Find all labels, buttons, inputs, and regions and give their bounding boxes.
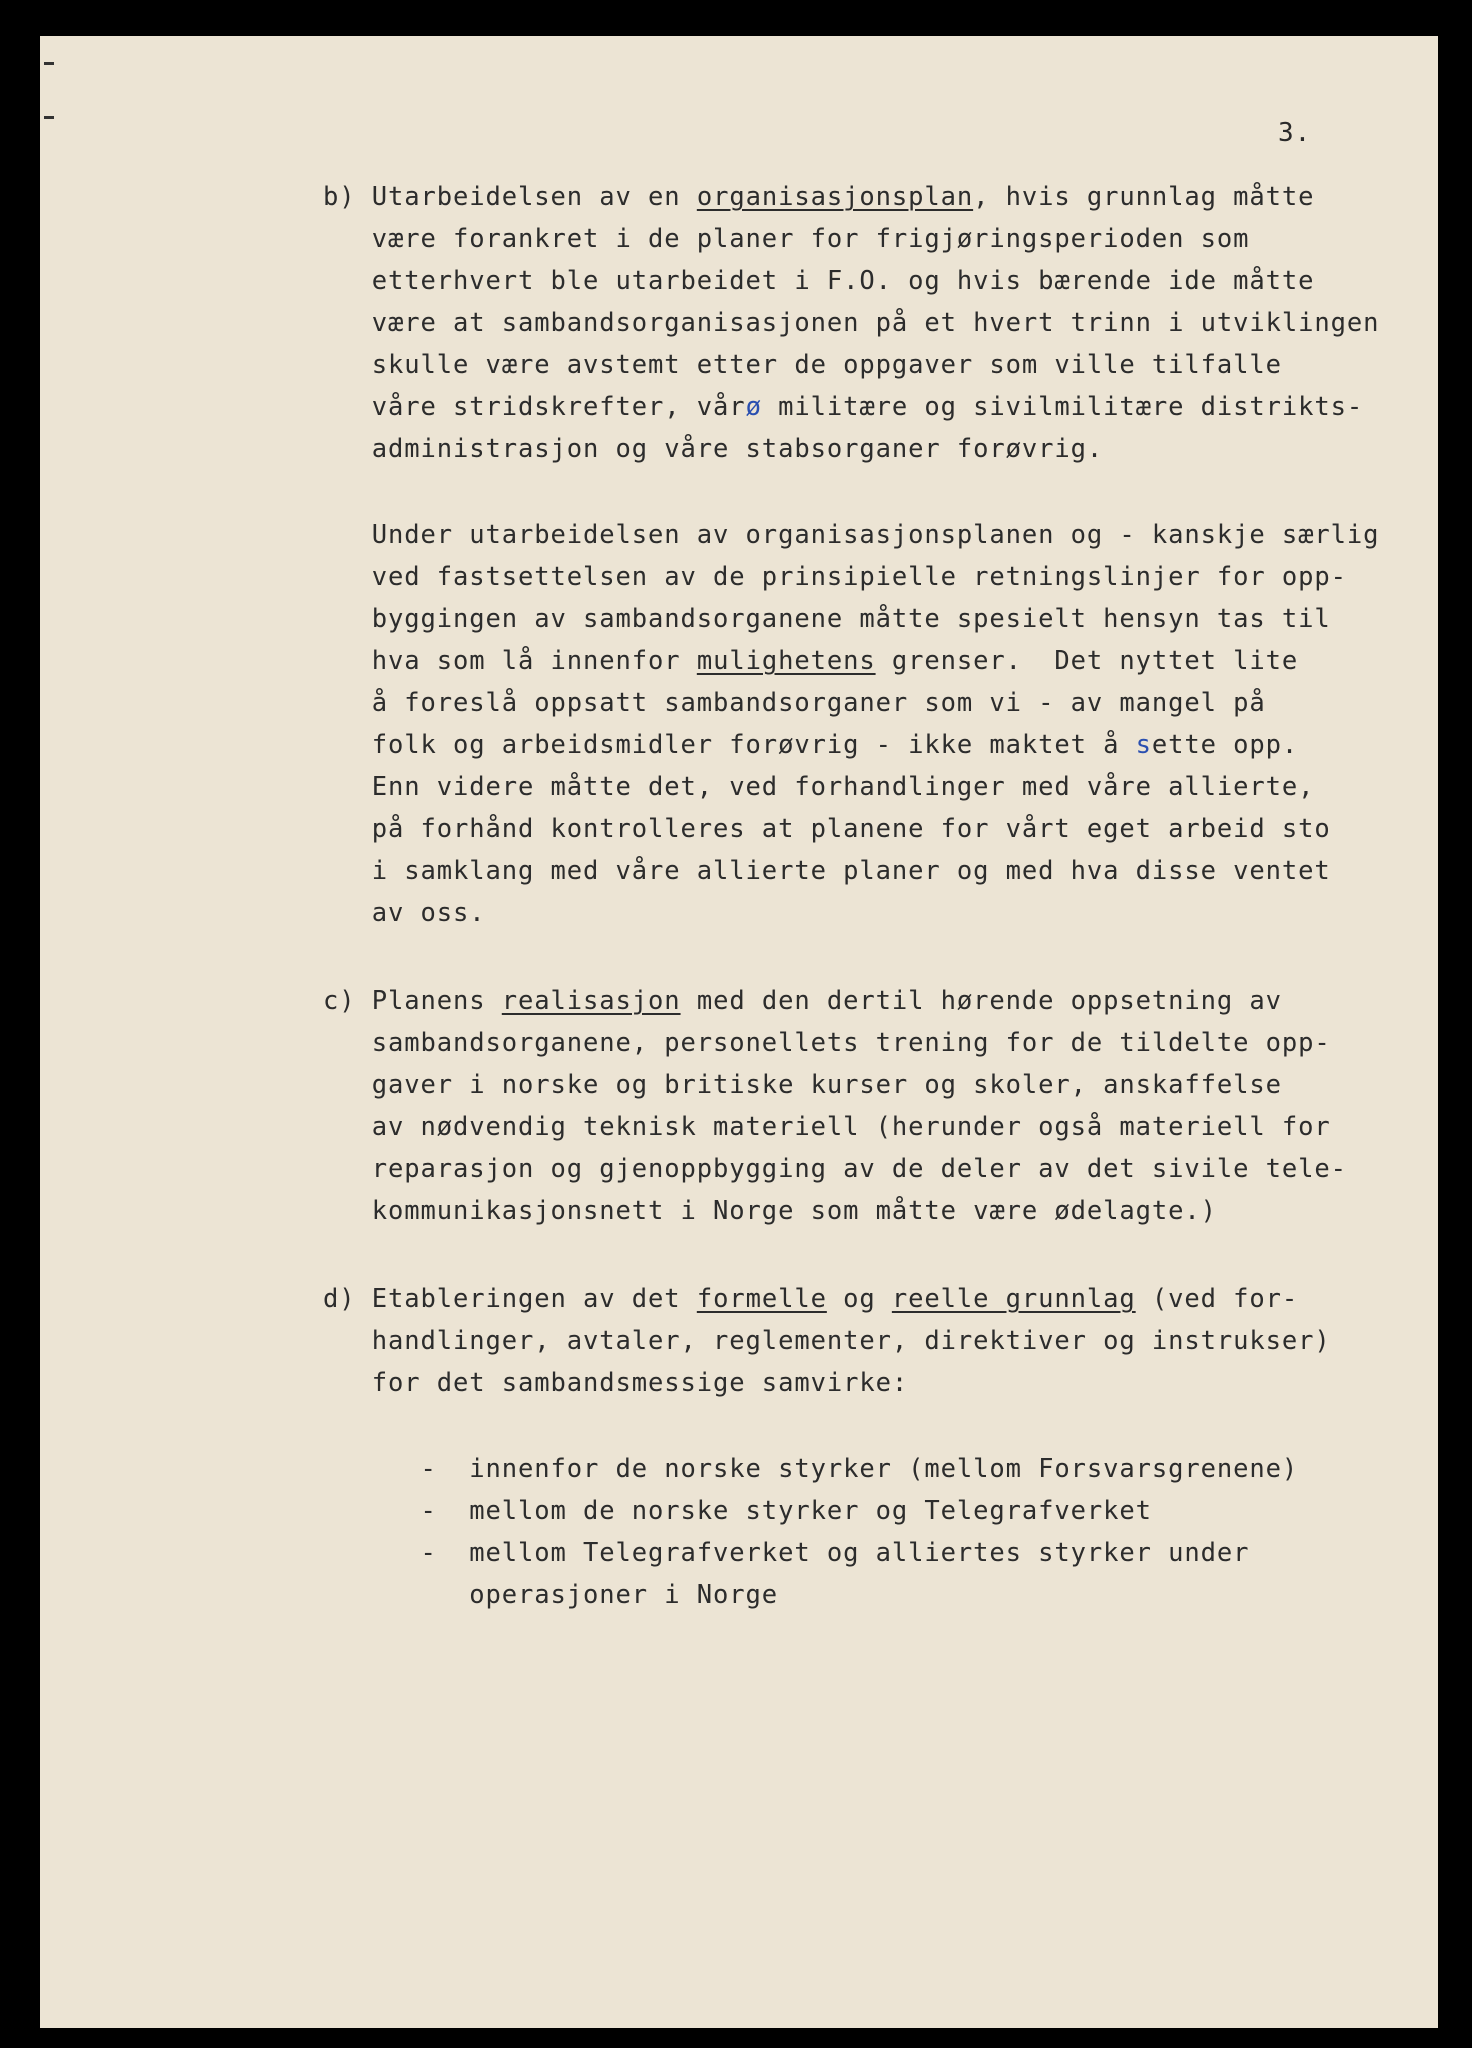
text-line-d-2: handlinger, avtaler, reglementer, direktiver og instrukser) xyxy=(323,1326,1331,1356)
text-line-p-7: Enn videre måtte det, ved forhandlinger med våre allierte, xyxy=(323,772,1315,802)
text-line-p-10: av oss. xyxy=(323,898,486,928)
text-line-d-1: d) Etableringen av det formelle og reelle grunnlag (ved for- xyxy=(323,1284,1299,1314)
text-line-c-2: sambandsorganene, personellets trening for de tildelte opp- xyxy=(323,1028,1331,1058)
text-line-c-6: kommunikasjonsnett i Norge som måtte være ødelagte.) xyxy=(323,1196,1217,1226)
bullet-item: - mellom de norske styrker og Telegrafverket xyxy=(323,1496,1152,1526)
bullet-item: - innenfor de norske styrker (mellom Forsvarsgrenene) xyxy=(323,1454,1299,1484)
text-line-b-1: b) Utarbeidelsen av en organisasjonsplan, hvis grunnlag måtte xyxy=(323,182,1315,212)
underlined-term: mulighetens xyxy=(696,646,876,676)
text-line-p-1: Under utarbeidelsen av organisasjonsplanen og - kanskje særlig xyxy=(323,520,1380,550)
text-line-b-4: være at sambandsorganisasjonen på et hvert trinn i utviklingen xyxy=(323,308,1380,338)
text-line-d-3: for det sambandsmessige samvirke: xyxy=(323,1368,909,1398)
bullet-item-continuation: operasjoner i Norge xyxy=(323,1580,779,1610)
underlined-term: organisasjonsplan xyxy=(696,182,974,212)
handwritten-correction: s xyxy=(1135,730,1152,760)
text-line-p-3: byggingen av sambandsorganene måtte spesielt hensyn tas til xyxy=(323,604,1331,634)
text-line-c-1: c) Planens realisasjon med den dertil hørende oppsetning av xyxy=(323,986,1282,1016)
underlined-term: formelle xyxy=(696,1284,827,1314)
text-line-p-8: på forhånd kontrolleres at planene for vårt eget arbeid sto xyxy=(323,814,1331,844)
bullet-item: - mellom Telegrafverket og alliertes styrker under xyxy=(323,1538,1250,1568)
text-line-p-9: i samklang med våre allierte planer og med hva disse ventet xyxy=(323,856,1331,886)
edge-mark xyxy=(44,62,54,65)
text-line-p-5: å foreslå oppsatt sambandsorganer som vi - av mangel på xyxy=(323,688,1266,718)
text-line-p-4: hva som lå innenfor mulighetens grenser. Det nyttet lite xyxy=(323,646,1299,676)
text-line-c-4: av nødvendig teknisk materiell (herunder også materiell for xyxy=(323,1112,1331,1142)
edge-mark xyxy=(44,116,54,119)
text-line-b-7: administrasjon og våre stabsorganer forøvrig. xyxy=(323,434,1104,464)
text-line-p-2: ved fastsettelsen av de prinsipielle retningslinjer for opp- xyxy=(323,562,1347,592)
handwritten-correction: ø xyxy=(745,392,762,422)
text-line-b-5: skulle være avstemt etter de oppgaver som ville tilfalle xyxy=(323,350,1282,380)
text-line-p-6: folk og arbeidsmidler forøvrig - ikke maktet å sette opp. xyxy=(323,730,1299,760)
text-line-b-3: etterhvert ble utarbeidet i F.O. og hvis bærende ide måtte xyxy=(323,266,1315,296)
underlined-term: reelle grunnlag xyxy=(891,1284,1136,1314)
text-line-b-6: våre stridskrefter, vårø militære og sivilmilitære distrikts- xyxy=(323,392,1364,422)
underlined-term: realisasjon xyxy=(501,986,681,1016)
text-line-b-2: være forankret i de planer for frigjøringsperioden som xyxy=(323,224,1250,254)
document-page xyxy=(40,36,1438,2028)
page-number: 3. xyxy=(1278,118,1312,148)
text-line-c-3: gaver i norske og britiske kurser og skoler, anskaffelse xyxy=(323,1070,1282,1100)
text-line-c-5: reparasjon og gjenoppbygging av de deler av det sivile tele- xyxy=(323,1154,1347,1184)
